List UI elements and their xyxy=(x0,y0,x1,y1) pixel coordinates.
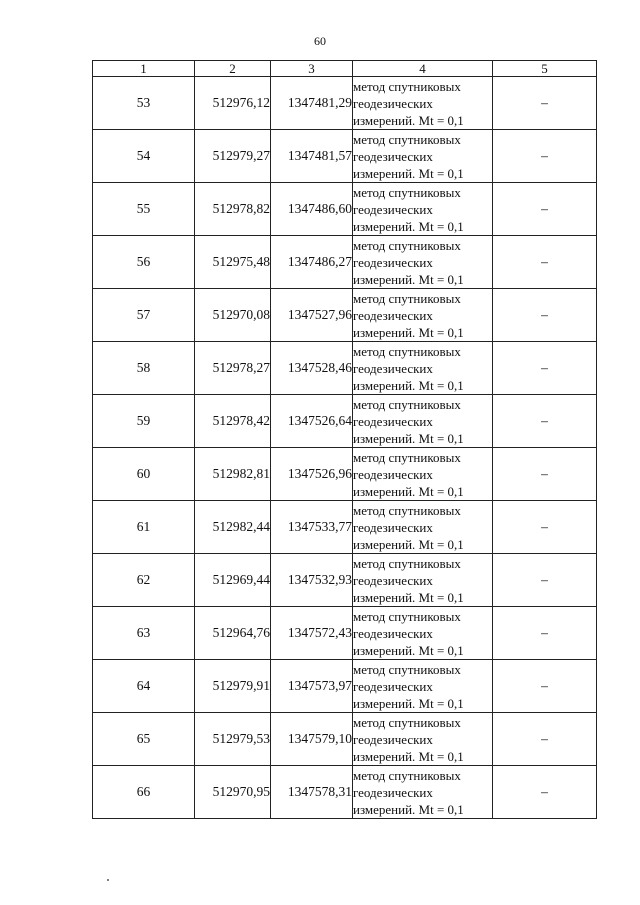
table-row xyxy=(93,660,597,713)
method-line: измерений. Mt = 0,1 xyxy=(353,218,464,234)
page-number: 60 xyxy=(314,34,326,48)
note-cell: – xyxy=(493,766,597,819)
method-line: геодезических xyxy=(353,625,433,641)
x-coordinate-cell: 512964,76 xyxy=(195,607,271,660)
method-line: геодезических xyxy=(353,95,433,111)
coordinates-table xyxy=(92,60,597,819)
point-number-cell: 61 xyxy=(93,501,195,554)
table-row xyxy=(93,501,597,554)
method-line: измерений. Mt = 0,1 xyxy=(353,430,464,446)
point-number-cell: 56 xyxy=(93,236,195,289)
method-line: метод спутниковых xyxy=(353,78,461,94)
y-coordinate-cell: 1347526,64 xyxy=(271,395,353,448)
note-cell: – xyxy=(493,660,597,713)
note-cell: – xyxy=(493,554,597,607)
note-cell: – xyxy=(493,448,597,501)
method-cell xyxy=(353,342,493,395)
note-cell: – xyxy=(493,501,597,554)
method-cell xyxy=(353,448,493,501)
method-line: геодезических xyxy=(353,466,433,482)
method-line: геодезических xyxy=(353,784,433,800)
method-line: измерений. Mt = 0,1 xyxy=(353,112,464,128)
method-cell xyxy=(353,289,493,342)
x-coordinate-cell: 512969,44 xyxy=(195,554,271,607)
y-coordinate-cell: 1347528,46 xyxy=(271,342,353,395)
point-number-cell: 59 xyxy=(93,395,195,448)
x-coordinate-cell: 512970,95 xyxy=(195,766,271,819)
header-row xyxy=(93,61,597,77)
note-cell: – xyxy=(493,130,597,183)
method-line: геодезических xyxy=(353,519,433,535)
method-cell xyxy=(353,607,493,660)
method-line: метод спутниковых xyxy=(353,449,461,465)
column-header-5: 5 xyxy=(493,61,597,77)
column-header-1: 1 xyxy=(93,61,195,77)
method-cell xyxy=(353,501,493,554)
method-line: метод спутниковых xyxy=(353,237,461,253)
x-coordinate-cell: 512979,53 xyxy=(195,713,271,766)
x-coordinate-cell: 512976,12 xyxy=(195,77,271,130)
x-coordinate-cell: 512982,44 xyxy=(195,501,271,554)
note-cell: – xyxy=(493,395,597,448)
method-line: геодезических xyxy=(353,731,433,747)
x-coordinate-cell: 512978,42 xyxy=(195,395,271,448)
table-row xyxy=(93,289,597,342)
x-coordinate-cell: 512970,08 xyxy=(195,289,271,342)
method-cell xyxy=(353,554,493,607)
note-cell: – xyxy=(493,342,597,395)
point-number-cell: 66 xyxy=(93,766,195,819)
y-coordinate-cell: 1347481,29 xyxy=(271,77,353,130)
table-row xyxy=(93,183,597,236)
note-cell: – xyxy=(493,77,597,130)
method-line: геодезических xyxy=(353,201,433,217)
note-cell: – xyxy=(493,713,597,766)
table-row xyxy=(93,554,597,607)
method-line: измерений. Mt = 0,1 xyxy=(353,801,464,817)
column-header-4: 4 xyxy=(353,61,493,77)
table-row xyxy=(93,342,597,395)
point-number-cell: 64 xyxy=(93,660,195,713)
y-coordinate-cell: 1347533,77 xyxy=(271,501,353,554)
method-line: измерений. Mt = 0,1 xyxy=(353,483,464,499)
point-number-cell: 57 xyxy=(93,289,195,342)
x-coordinate-cell: 512978,27 xyxy=(195,342,271,395)
method-line: измерений. Mt = 0,1 xyxy=(353,589,464,605)
method-line: геодезических xyxy=(353,360,433,376)
method-line: метод спутниковых xyxy=(353,502,461,518)
point-number-cell: 54 xyxy=(93,130,195,183)
column-header-3: 3 xyxy=(271,61,353,77)
y-coordinate-cell: 1347486,27 xyxy=(271,236,353,289)
method-cell xyxy=(353,713,493,766)
method-line: геодезических xyxy=(353,572,433,588)
table-body xyxy=(93,77,597,819)
method-line: метод спутниковых xyxy=(353,131,461,147)
method-line: метод спутниковых xyxy=(353,555,461,571)
method-line: геодезических xyxy=(353,307,433,323)
method-line: измерений. Mt = 0,1 xyxy=(353,748,464,764)
method-line: метод спутниковых xyxy=(353,184,461,200)
method-line: измерений. Mt = 0,1 xyxy=(353,271,464,287)
method-line: измерений. Mt = 0,1 xyxy=(353,536,464,552)
method-line: метод спутниковых xyxy=(353,608,461,624)
point-number-cell: 58 xyxy=(93,342,195,395)
y-coordinate-cell: 1347572,43 xyxy=(271,607,353,660)
column-header-2: 2 xyxy=(195,61,271,77)
method-line: метод спутниковых xyxy=(353,343,461,359)
table-row xyxy=(93,77,597,130)
method-line: метод спутниковых xyxy=(353,661,461,677)
method-line: геодезических xyxy=(353,254,433,270)
point-number-cell: 65 xyxy=(93,713,195,766)
point-number-cell: 53 xyxy=(93,77,195,130)
x-coordinate-cell: 512979,27 xyxy=(195,130,271,183)
point-number-cell: 62 xyxy=(93,554,195,607)
method-cell xyxy=(353,395,493,448)
table-row xyxy=(93,130,597,183)
x-coordinate-cell: 512978,82 xyxy=(195,183,271,236)
point-number-cell: 55 xyxy=(93,183,195,236)
method-line: метод спутниковых xyxy=(353,396,461,412)
method-cell xyxy=(353,77,493,130)
method-line: измерений. Mt = 0,1 xyxy=(353,324,464,340)
method-line: метод спутниковых xyxy=(353,767,461,783)
y-coordinate-cell: 1347526,96 xyxy=(271,448,353,501)
table-row xyxy=(93,448,597,501)
note-cell: – xyxy=(493,607,597,660)
method-line: геодезических xyxy=(353,413,433,429)
y-coordinate-cell: 1347579,10 xyxy=(271,713,353,766)
method-line: измерений. Mt = 0,1 xyxy=(353,695,464,711)
method-line: измерений. Mt = 0,1 xyxy=(353,642,464,658)
note-cell: – xyxy=(493,183,597,236)
method-cell xyxy=(353,183,493,236)
point-number-cell: 60 xyxy=(93,448,195,501)
method-line: измерений. Mt = 0,1 xyxy=(353,165,464,181)
method-cell xyxy=(353,130,493,183)
note-cell: – xyxy=(493,289,597,342)
y-coordinate-cell: 1347532,93 xyxy=(271,554,353,607)
method-cell xyxy=(353,236,493,289)
method-line: метод спутниковых xyxy=(353,290,461,306)
table-header xyxy=(93,61,597,77)
y-coordinate-cell: 1347486,60 xyxy=(271,183,353,236)
method-line: геодезических xyxy=(353,148,433,164)
table-row xyxy=(93,713,597,766)
table-row xyxy=(93,236,597,289)
y-coordinate-cell: 1347573,97 xyxy=(271,660,353,713)
method-line: метод спутниковых xyxy=(353,714,461,730)
x-coordinate-cell: 512975,48 xyxy=(195,236,271,289)
table-row xyxy=(93,607,597,660)
scan-speck xyxy=(107,879,109,881)
x-coordinate-cell: 512979,91 xyxy=(195,660,271,713)
method-cell xyxy=(353,660,493,713)
y-coordinate-cell: 1347481,57 xyxy=(271,130,353,183)
method-line: измерений. Mt = 0,1 xyxy=(353,377,464,393)
method-cell xyxy=(353,766,493,819)
y-coordinate-cell: 1347527,96 xyxy=(271,289,353,342)
method-line: геодезических xyxy=(353,678,433,694)
y-coordinate-cell: 1347578,31 xyxy=(271,766,353,819)
table-row xyxy=(93,395,597,448)
point-number-cell: 63 xyxy=(93,607,195,660)
table-row xyxy=(93,766,597,819)
x-coordinate-cell: 512982,81 xyxy=(195,448,271,501)
note-cell: – xyxy=(493,236,597,289)
